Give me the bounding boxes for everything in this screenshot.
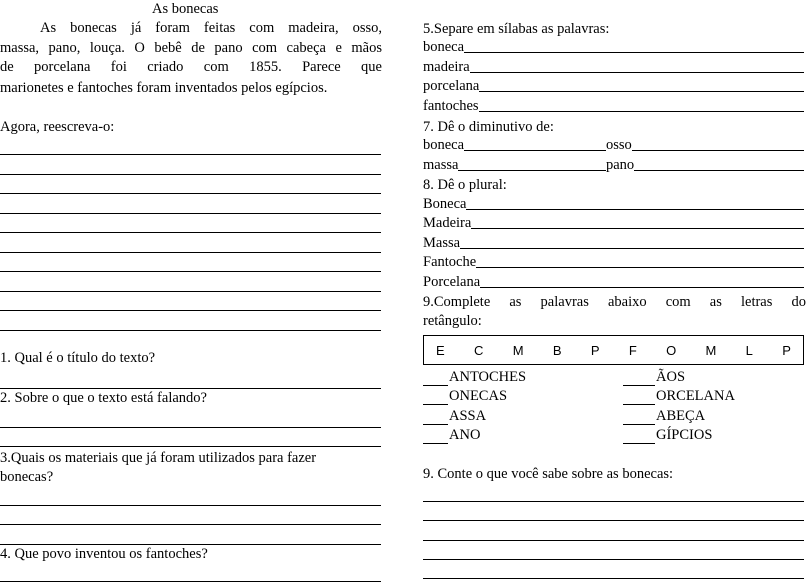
- word-label: Madeira: [423, 215, 472, 231]
- letter-blank[interactable]: [423, 390, 448, 405]
- answer-line[interactable]: [480, 287, 804, 288]
- complete-item: [623, 369, 685, 386]
- answer-line[interactable]: [0, 544, 381, 545]
- answer-line[interactable]: [460, 248, 804, 249]
- question-1: 1. Qual é o título do texto?: [0, 350, 156, 366]
- answer-line[interactable]: [0, 330, 381, 331]
- letter: P: [590, 342, 600, 358]
- word-label: boneca: [423, 137, 465, 153]
- question-9a-line-1: 9.Complete as palavras abaixo com as letras do: [423, 294, 806, 310]
- complete-item: [423, 388, 507, 405]
- plural-row[interactable]: [423, 273, 804, 291]
- question-8: 8. Dê o plural:: [423, 177, 507, 193]
- plural-row[interactable]: [423, 234, 804, 252]
- paragraph-line-3: de porcelana foi criado com 1855. Parece que: [0, 59, 382, 75]
- answer-line[interactable]: [0, 505, 381, 506]
- syllable-row[interactable]: [423, 38, 804, 56]
- answer-line[interactable]: [479, 111, 804, 112]
- letter: M: [512, 342, 524, 358]
- letter-blank[interactable]: [423, 371, 448, 386]
- letter-blank[interactable]: [423, 429, 448, 444]
- plural-row[interactable]: [423, 253, 804, 271]
- answer-line[interactable]: [0, 581, 381, 582]
- letter: E: [436, 342, 445, 358]
- word-fragment: ONECAS: [449, 388, 508, 404]
- complete-item: [423, 408, 486, 425]
- diminutive-row[interactable]: [606, 136, 804, 154]
- answer-line[interactable]: [0, 174, 381, 175]
- answer-line[interactable]: [0, 427, 381, 428]
- answer-line[interactable]: [632, 150, 804, 151]
- word-label: fantoches: [423, 98, 479, 114]
- answer-line[interactable]: [464, 150, 606, 151]
- answer-line[interactable]: [0, 524, 381, 525]
- plural-row[interactable]: [423, 214, 804, 232]
- letter: M: [705, 342, 717, 358]
- word-fragment: ANO: [449, 427, 481, 443]
- answer-line[interactable]: [0, 291, 381, 292]
- word-label: massa: [423, 157, 459, 173]
- answer-line[interactable]: [423, 501, 804, 502]
- answer-line[interactable]: [0, 232, 381, 233]
- word-label: porcelana: [423, 78, 480, 94]
- paragraph-line-2: massa, pano, louça. O bebê de pano com cabeça e mãos: [0, 40, 382, 56]
- letter-blank[interactable]: [623, 429, 655, 444]
- answer-line[interactable]: [0, 271, 381, 272]
- word-label: Porcelana: [423, 274, 481, 290]
- answer-line[interactable]: [0, 213, 381, 214]
- answer-line[interactable]: [0, 154, 381, 155]
- plural-row[interactable]: [423, 195, 804, 213]
- word-fragment: ÃOS: [656, 369, 686, 385]
- word-fragment: ORCELANA: [656, 388, 735, 404]
- answer-line[interactable]: [0, 388, 381, 389]
- complete-item: [423, 427, 480, 444]
- letter: B: [552, 342, 562, 358]
- question-4: 4. Que povo inventou os fantoches?: [0, 546, 208, 562]
- page-title: As bonecas: [152, 1, 219, 17]
- answer-line[interactable]: [458, 170, 606, 171]
- question-9b: 9. Conte o que você sabe sobre as bonecas:: [423, 466, 674, 482]
- word-label: Massa: [423, 235, 461, 251]
- question-5: 5.Separe em sílabas as palavras:: [423, 21, 610, 37]
- complete-item: [623, 427, 712, 444]
- word-label: boneca: [423, 39, 465, 55]
- answer-line[interactable]: [479, 91, 804, 92]
- question-9a-line-2: retângulo:: [423, 313, 482, 329]
- answer-line[interactable]: [466, 209, 804, 210]
- diminutive-row[interactable]: [423, 156, 606, 174]
- syllable-row[interactable]: [423, 97, 804, 115]
- word-label: Boneca: [423, 196, 467, 212]
- answer-line[interactable]: [0, 446, 381, 447]
- letter: O: [666, 342, 677, 358]
- answer-line[interactable]: [0, 310, 381, 311]
- word-fragment: ASSA: [449, 408, 487, 424]
- letter: L: [745, 342, 753, 358]
- answer-line[interactable]: [423, 578, 804, 579]
- letter-blank[interactable]: [623, 371, 655, 386]
- complete-item: [623, 388, 735, 405]
- paragraph-line-1: As bonecas já foram feitas com madeira, osso,: [40, 20, 382, 36]
- letters-box: [423, 335, 804, 365]
- word-label: madeira: [423, 59, 470, 75]
- word-label: Fantoche: [423, 254, 477, 270]
- answer-line[interactable]: [476, 267, 804, 268]
- answer-line[interactable]: [471, 228, 804, 229]
- word-fragment: ABEÇA: [656, 408, 706, 424]
- letter: C: [473, 342, 484, 358]
- question-7: 7. Dê o diminutivo de:: [423, 119, 554, 135]
- answer-line[interactable]: [0, 193, 381, 194]
- answer-line[interactable]: [464, 52, 804, 53]
- complete-item: [423, 369, 526, 386]
- question-3-line-1: 3.Quais os materiais que já foram utilizados para fazer: [0, 450, 317, 466]
- answer-line[interactable]: [423, 559, 804, 560]
- diminutive-row[interactable]: [423, 136, 606, 154]
- answer-line[interactable]: [470, 72, 804, 73]
- word-label: pano: [606, 157, 635, 173]
- syllable-row[interactable]: [423, 58, 804, 76]
- rewrite-prompt: Agora, reescreva-o:: [0, 119, 115, 135]
- complete-item: [623, 408, 705, 425]
- question-3-line-2: bonecas?: [0, 469, 54, 485]
- diminutive-row[interactable]: [606, 156, 804, 174]
- word-fragment: GÍPCIOS: [656, 427, 713, 443]
- paragraph-line-4: marionetes e fantoches foram inventados pelos egípcios.: [0, 80, 328, 96]
- letter: F: [628, 342, 637, 358]
- answer-line[interactable]: [0, 252, 381, 253]
- answer-line[interactable]: [423, 520, 804, 521]
- letter: P: [782, 342, 791, 358]
- answer-line[interactable]: [423, 540, 804, 541]
- word-fragment: ANTOCHES: [449, 369, 527, 385]
- letter-blank[interactable]: [623, 410, 655, 425]
- letter-blank[interactable]: [423, 410, 448, 425]
- letter-blank[interactable]: [623, 390, 655, 405]
- question-2: 2. Sobre o que o texto está falando?: [0, 390, 207, 406]
- answer-line[interactable]: [634, 170, 804, 171]
- word-label: osso: [606, 137, 632, 153]
- syllable-row[interactable]: [423, 77, 804, 95]
